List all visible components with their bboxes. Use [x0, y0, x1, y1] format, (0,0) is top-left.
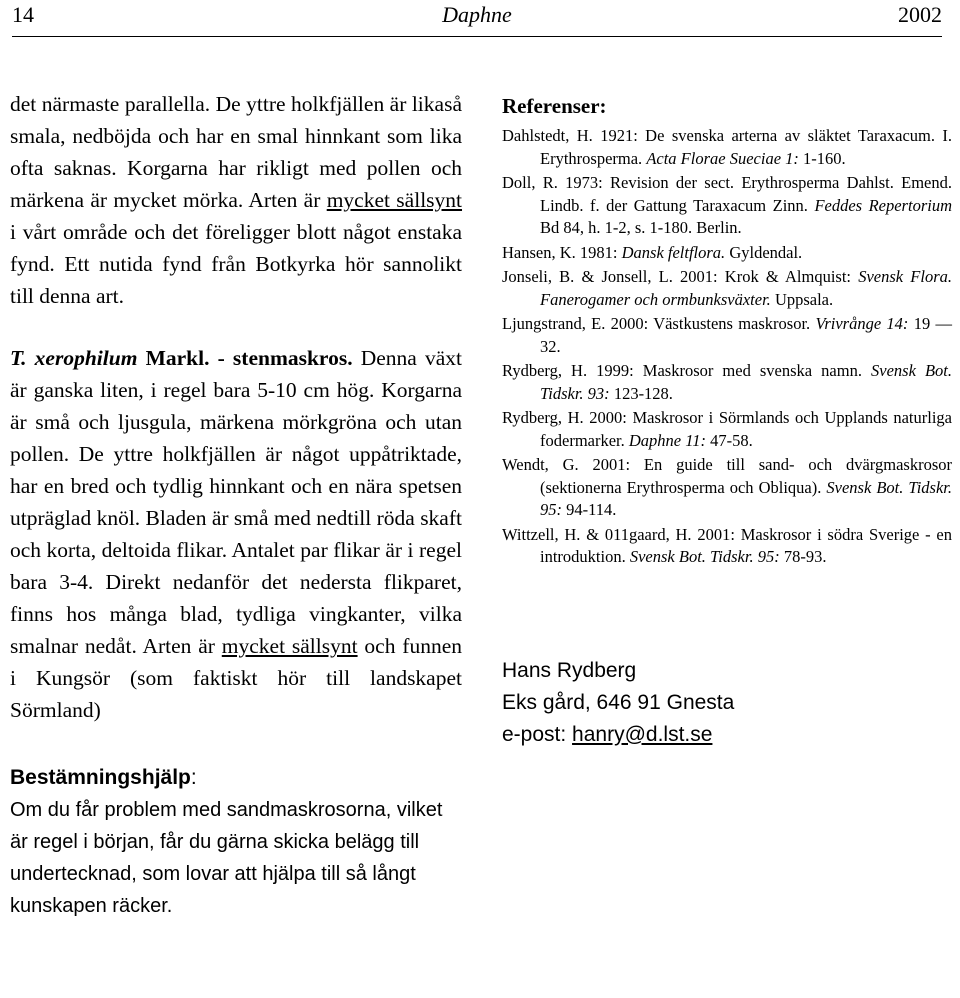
page-number: 14	[12, 2, 34, 27]
species-author-common-name: Markl. - stenmaskros.	[137, 346, 353, 370]
reference-item: Rydberg, H. 2000: Maskrosor i Sörmlands och Upplands naturliga fodermarker. Daphne 11: 47-58.	[502, 408, 952, 450]
reference-item: Doll, R. 1973: Revision der sect. Erythrosperma Dahlst. Emend. Lindb. f. der Gattung Taraxacum Zinn. Feddes Repertorium Bd 84, h. 1-2, s. 1-180. Berlin.	[502, 173, 952, 237]
author-name: Hans Rydberg	[502, 658, 637, 682]
reference-item: Wendt, G. 2001: En guide till sand- och dvärgmaskrosor (sektionerna Erythrosperma och Obliqua). Svensk Bot. Tidskr. 95: 94-114.	[502, 455, 952, 519]
reference-item: Wittzell, H. & 011gaard, H. 2001: Maskrosor i södra Sverige - en introduktion. Svensk Bot. Tidskr. 95: 78-93.	[502, 524, 952, 566]
paragraph-intro: det närmaste parallella. De yttre holkfjällen är likaså smala, nedböjda och har en smal hinnkant som lika ofta saknas. Korgarna har rikligt med pollen och märkena är mycket mörka. Arten är mycket sällsynt i vårt område och det föreligger blott något enstaka fynd. Ett nutida fynd från Botkyrka hör sannolikt till denna art.	[10, 92, 463, 308]
references-heading: Referenser:	[502, 94, 607, 118]
reference-item: Rydberg, H. 1999: Maskrosor med svenska namn. Svensk Bot. Tidskr. 93: 123-128.	[502, 361, 952, 403]
author-email-line: e-post: hanry@d.lst.se	[502, 722, 713, 746]
help-text: Om du får problem med sandmaskrosorna, vilket är regel i början, får du gärna skicka belägg till undertecknad, som lovar att hjälpa till så långt kunskapen räcker.	[10, 799, 443, 917]
email-link[interactable]: hanry@d.lst.se	[572, 722, 713, 746]
paragraph-species: T. xerophilum Markl. - stenmaskros. Denna växt är ganska liten, i regel bara 5-10 cm hög. Korgarna är små och ljusgula, märkena mörkgröna och utan pollen. De yttre holkfjällen är något uppåtriktade, har en bred och tydlig hinnkant och en nära spetsen utpräglad knöl. Bladen är små med nedtill röda skaft och korta, deltoida flikar. Antalet par flikar är i regel bara 3-4. Direkt nedanför det nedersta flikparet, finns hos många blad, tydliga vingkanter, vilka smalnar nedåt. Arten är mycket sällsynt och funnen i Kungsör (som faktiskt hör till landskapet Sörmland)	[10, 346, 462, 722]
author-contact	[502, 655, 952, 751]
journal-title: Daphne	[442, 2, 512, 27]
species-name: T. xerophilum	[10, 346, 138, 370]
help-heading: Bestämningshjälp:	[10, 766, 197, 789]
reference-item: Jonseli, B. & Jonsell, L. 2001: Krok & Almquist: Svensk Flora. Fanerogamer och ormbunksväxter. Uppsala.	[502, 267, 952, 309]
emphasis-rare: mycket sällsynt	[326, 188, 463, 212]
left-column	[10, 88, 462, 922]
publication-year: 2002	[898, 2, 942, 27]
reference-item: Dahlstedt, H. 1921: De svenska arterna av släktet Taraxacum. I. Erythrosperma. Acta Florae Sueciae 1: 1-160.	[502, 126, 952, 168]
right-column	[502, 94, 952, 751]
reference-item: Hansen, K. 1981: Dansk feltflora. Gyldendal.	[502, 242, 803, 262]
author-address: Eks gård, 646 91 Gnesta	[502, 690, 735, 714]
reference-item: Ljungstrand, E. 2000: Västkustens maskrosor. Vrivrånge 14: 19 — 32.	[502, 314, 952, 356]
emphasis-rare-2: mycket sällsynt	[221, 634, 358, 658]
page-header	[12, 0, 942, 37]
